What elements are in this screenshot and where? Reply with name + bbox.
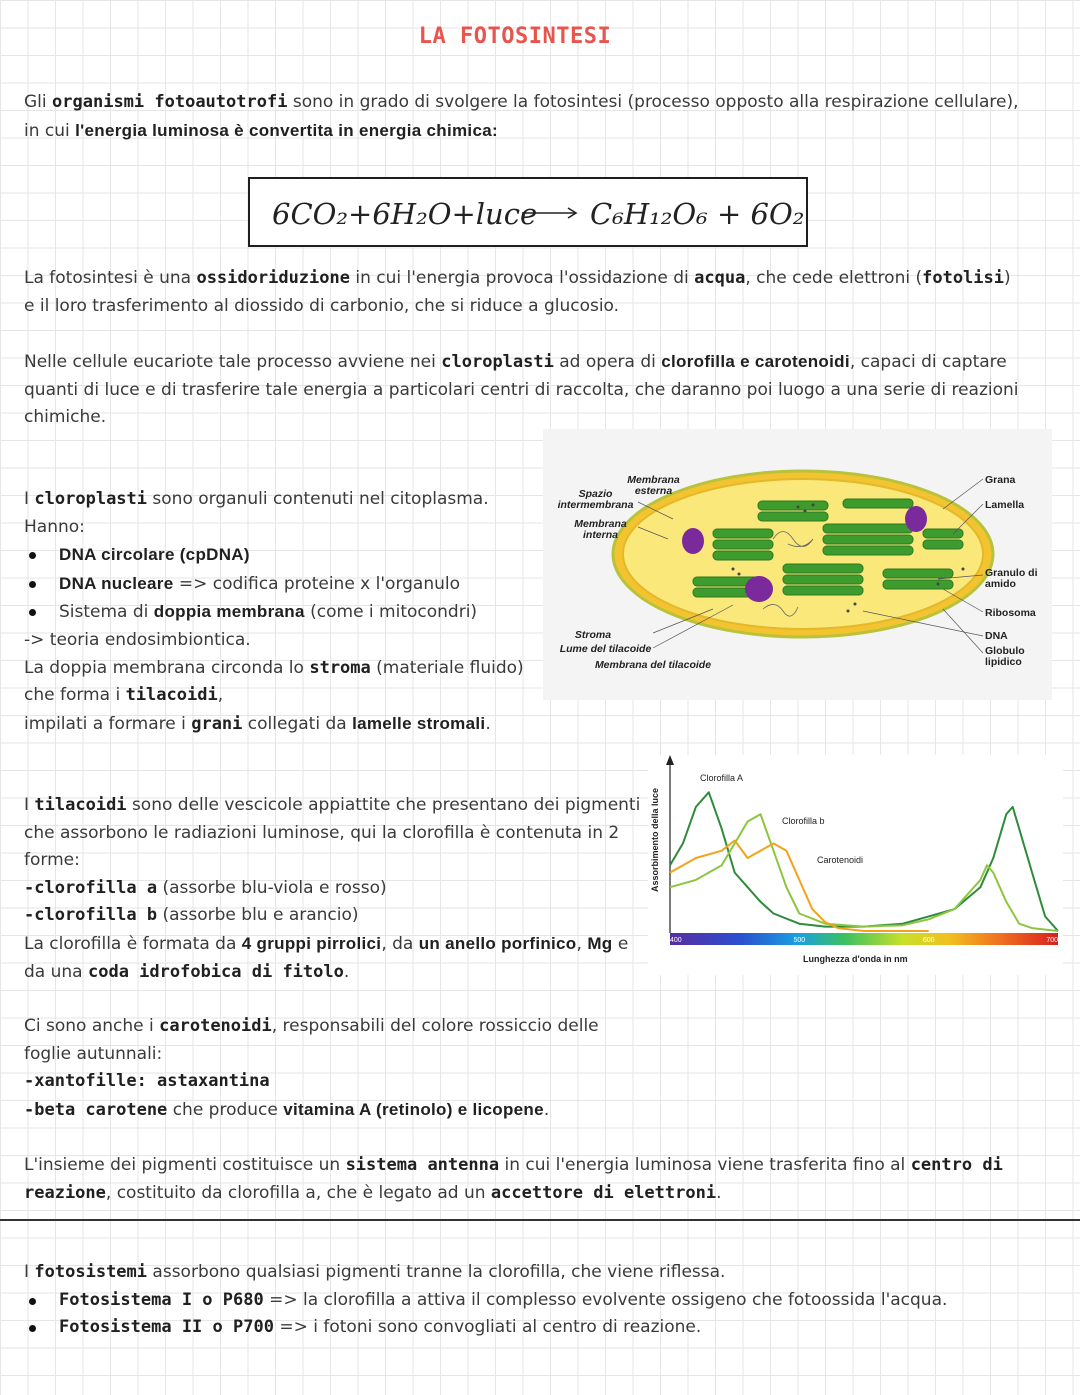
text: , xyxy=(217,685,224,706)
y-axis-label: Assorbimento della luce xyxy=(650,787,660,893)
highlight: fotosistemi xyxy=(34,1262,148,1282)
list-item xyxy=(24,1287,1064,1315)
label-grana: Grana xyxy=(985,474,1016,486)
text: in cui l'energia provoca l'ossidazione di xyxy=(349,268,695,288)
carotenoids-intro xyxy=(24,1013,644,1068)
list-item xyxy=(24,570,534,599)
list-item xyxy=(24,1314,1064,1342)
highlight: vitamina A (retinolo) e licopene xyxy=(283,1099,544,1119)
label-globulo-lipidico: Globulo lipidico xyxy=(985,645,1025,668)
photosystems-section xyxy=(24,1259,1064,1342)
text: => la clorofilla a attiva il complesso evolvente ossigeno che fotoossida l'acqua. xyxy=(263,1289,948,1310)
photosystems-intro xyxy=(24,1259,1064,1287)
text: . xyxy=(343,961,350,982)
label-membrana-interna: Membrana interna xyxy=(574,518,627,541)
label-lamella: Lamella xyxy=(985,499,1025,511)
highlight: -clorofilla a xyxy=(24,877,158,898)
list-item xyxy=(24,598,534,627)
spectrum-bar xyxy=(670,933,1058,945)
redox-paragraph xyxy=(24,265,1024,320)
page-title: LA FOTOSINTESI xyxy=(418,24,612,49)
absorption-chart xyxy=(648,755,1063,975)
text: sono in grado di svolgere la fotosintesi (processo opposto alla respirazione cellulare), in cui xyxy=(24,92,1019,141)
chloroplast-diagram xyxy=(543,429,1052,700)
label-membrana-tilacoide: Membrana del tilacoide xyxy=(594,659,712,671)
text: La clorofilla è formata da xyxy=(24,933,242,954)
xanthophylls-line: -xantofille: astaxantina xyxy=(24,1071,270,1092)
text: L'insieme dei pigmenti costituisce un xyxy=(24,1155,346,1175)
chlorophyll-b-line xyxy=(24,902,649,930)
highlight: tilacoidi xyxy=(125,685,218,706)
chlorophyll-a-line xyxy=(24,875,649,903)
chloroplast-list xyxy=(24,541,534,627)
text: ad opera di xyxy=(553,352,662,372)
highlight: fotolisi xyxy=(922,268,1004,288)
text: Sistema di xyxy=(59,602,154,623)
photosystems-list xyxy=(24,1287,1064,1342)
highlight: tilacoidi xyxy=(34,795,127,815)
label-spazio-intermembrana: Spazio intermembrana xyxy=(557,488,634,511)
absorption-chart-svg xyxy=(648,755,1063,975)
equation-products: C₆H₁₂O₆ + 6O₂ xyxy=(590,197,805,231)
highlight: carotenoidi xyxy=(159,1016,272,1036)
antenna-paragraph xyxy=(24,1152,1054,1207)
highlight: sistema antenna xyxy=(345,1155,500,1175)
highlight: stroma xyxy=(309,657,371,678)
label-ribosoma: Ribosoma xyxy=(985,607,1036,619)
chloroplast-section xyxy=(24,486,534,738)
text: (assorbe blu-viola e rosso) xyxy=(157,877,387,898)
highlight: organismi fotoautotrofi xyxy=(52,92,288,112)
highlight: -beta carotene xyxy=(24,1099,168,1120)
text: , che cede elettroni ( xyxy=(745,268,923,288)
text: (materiale fluido) che forma i xyxy=(24,657,524,706)
text: => i fotoni sono convogliati al centro di reazione. xyxy=(273,1317,702,1338)
equation-reactants: 6CO₂+6H₂O+luce xyxy=(272,197,538,231)
text: Ci sono anche i xyxy=(24,1016,160,1036)
text: I xyxy=(24,795,35,815)
highlight: cloroplasti xyxy=(441,352,554,372)
text: Gli xyxy=(24,92,53,112)
chloroplast-intro xyxy=(24,486,534,514)
thylakoid-intro xyxy=(24,792,649,875)
text: , responsabili del colore rossiccio delle foglie autunnali: xyxy=(24,1016,599,1064)
highlight: coda idrofobica di fitolo xyxy=(87,961,344,982)
text: assorbono qualsiasi pigmenti tranne la clorofilla, che viene riflessa. xyxy=(147,1262,726,1282)
highlight: Fotosistema II o P700 xyxy=(59,1317,274,1338)
label-dna: DNA xyxy=(985,630,1008,642)
text: sono organuli contenuti nel citoplasma. xyxy=(147,489,489,509)
text: I xyxy=(24,1262,35,1282)
series-line-1 xyxy=(670,814,1058,931)
eukaryote-paragraph xyxy=(24,348,1054,432)
text: . xyxy=(543,1099,550,1120)
label-lume-tilacoide: Lume del tilacoide xyxy=(559,643,652,655)
x-tick-label: 700 xyxy=(1046,937,1058,944)
grani-text xyxy=(24,710,534,739)
text: . xyxy=(716,1182,722,1203)
highlight: ossidoriduzione xyxy=(196,268,350,288)
text: , da xyxy=(381,933,419,954)
carotenoids-section xyxy=(24,1013,644,1124)
text: . xyxy=(485,713,491,734)
highlight: 4 gruppi pirrolici xyxy=(241,933,382,953)
intro-paragraph xyxy=(24,89,1024,145)
text: , capaci di captare quanti di luce e di trasferire tale energia a particolari centri di raccolta, che daranno poi luogo a una serie di reazioni chimiche. xyxy=(24,352,1019,428)
text: sono delle vescicole appiattite che presentano dei pigmenti che assorbono le radiazioni luminose, qui la clorofilla è contenuta in 2 forme: xyxy=(24,795,641,871)
highlight: cloroplasti xyxy=(34,489,148,509)
highlight: accettore di elettroni xyxy=(490,1182,717,1203)
legend-clorofilla-a: Clorofilla A xyxy=(700,773,744,783)
text: impilati a formare i xyxy=(24,713,192,734)
x-axis-label: Lunghezza d'onda in nm xyxy=(803,954,908,964)
x-tick-label: 600 xyxy=(922,937,935,944)
text: collegati da xyxy=(242,713,353,734)
text: , costituito da clorofilla a, che è legato ad un xyxy=(105,1182,491,1203)
x-tick-label: 500 xyxy=(793,937,806,944)
y-axis-arrow xyxy=(666,755,674,765)
hanno-label: Hanno: xyxy=(24,516,85,537)
thylakoid-section xyxy=(24,792,649,986)
highlight: un anello porfinico xyxy=(418,933,577,953)
highlight: acqua xyxy=(694,268,746,288)
text: La doppia membrana circonda lo xyxy=(24,657,310,678)
text: I xyxy=(24,489,35,509)
highlight: centro di reazione xyxy=(24,1155,1003,1203)
legend-carotenoidi: Carotenoidi xyxy=(817,855,864,865)
series-line-2 xyxy=(670,841,929,932)
text: Nelle cellule eucariote tale processo avviene nei xyxy=(24,352,442,372)
series-line-0 xyxy=(670,792,1058,931)
beta-carotene-line xyxy=(24,1096,644,1125)
text: e da una xyxy=(24,933,629,982)
highlight: -clorofilla b xyxy=(24,905,158,926)
equation xyxy=(250,179,806,245)
text: (assorbe blu e arancio) xyxy=(157,905,359,926)
chlorophyll-structure xyxy=(24,930,649,986)
legend-clorofilla-b: Clorofilla b xyxy=(782,816,825,826)
highlight: lamelle stromali xyxy=(352,713,486,733)
highlight: clorofilla e carotenoidi xyxy=(661,352,850,371)
label-membrana-esterna: Membrana esterna xyxy=(627,474,680,497)
text: che produce xyxy=(167,1099,284,1120)
divider xyxy=(0,1219,1080,1221)
text: ) e il loro trasferimento al diossido di carbonio, che si riduce a glucosio. xyxy=(24,268,1011,316)
highlight: DNA nucleare xyxy=(59,573,174,593)
label-granulo-amido: Granulo di amido xyxy=(985,567,1038,590)
highlight: doppia membrana xyxy=(153,602,305,622)
x-tick-label: 400 xyxy=(670,937,682,944)
highlight: Mg xyxy=(587,933,613,953)
text: => codifica proteine x l'organulo xyxy=(173,573,461,594)
text: in cui l'energia luminosa viene trasferita fino al xyxy=(499,1155,911,1175)
equation-box xyxy=(248,177,808,247)
highlight: l'energia luminosa è convertita in energia chimica: xyxy=(75,120,498,140)
text: (come i mitocondri) xyxy=(304,602,478,623)
highlight: Fotosistema I o P680 xyxy=(59,1289,264,1310)
stroma-text xyxy=(24,655,534,710)
highlight: DNA circolare (cpDNA) xyxy=(59,545,250,565)
text: , xyxy=(576,933,582,954)
label-stroma: Stroma xyxy=(574,629,612,641)
endosymbiosis-note: -> teoria endosimbiontica. xyxy=(24,629,251,650)
highlight: grani xyxy=(191,713,243,734)
text: La fotosintesi è una xyxy=(24,268,197,288)
list-item xyxy=(24,541,534,570)
